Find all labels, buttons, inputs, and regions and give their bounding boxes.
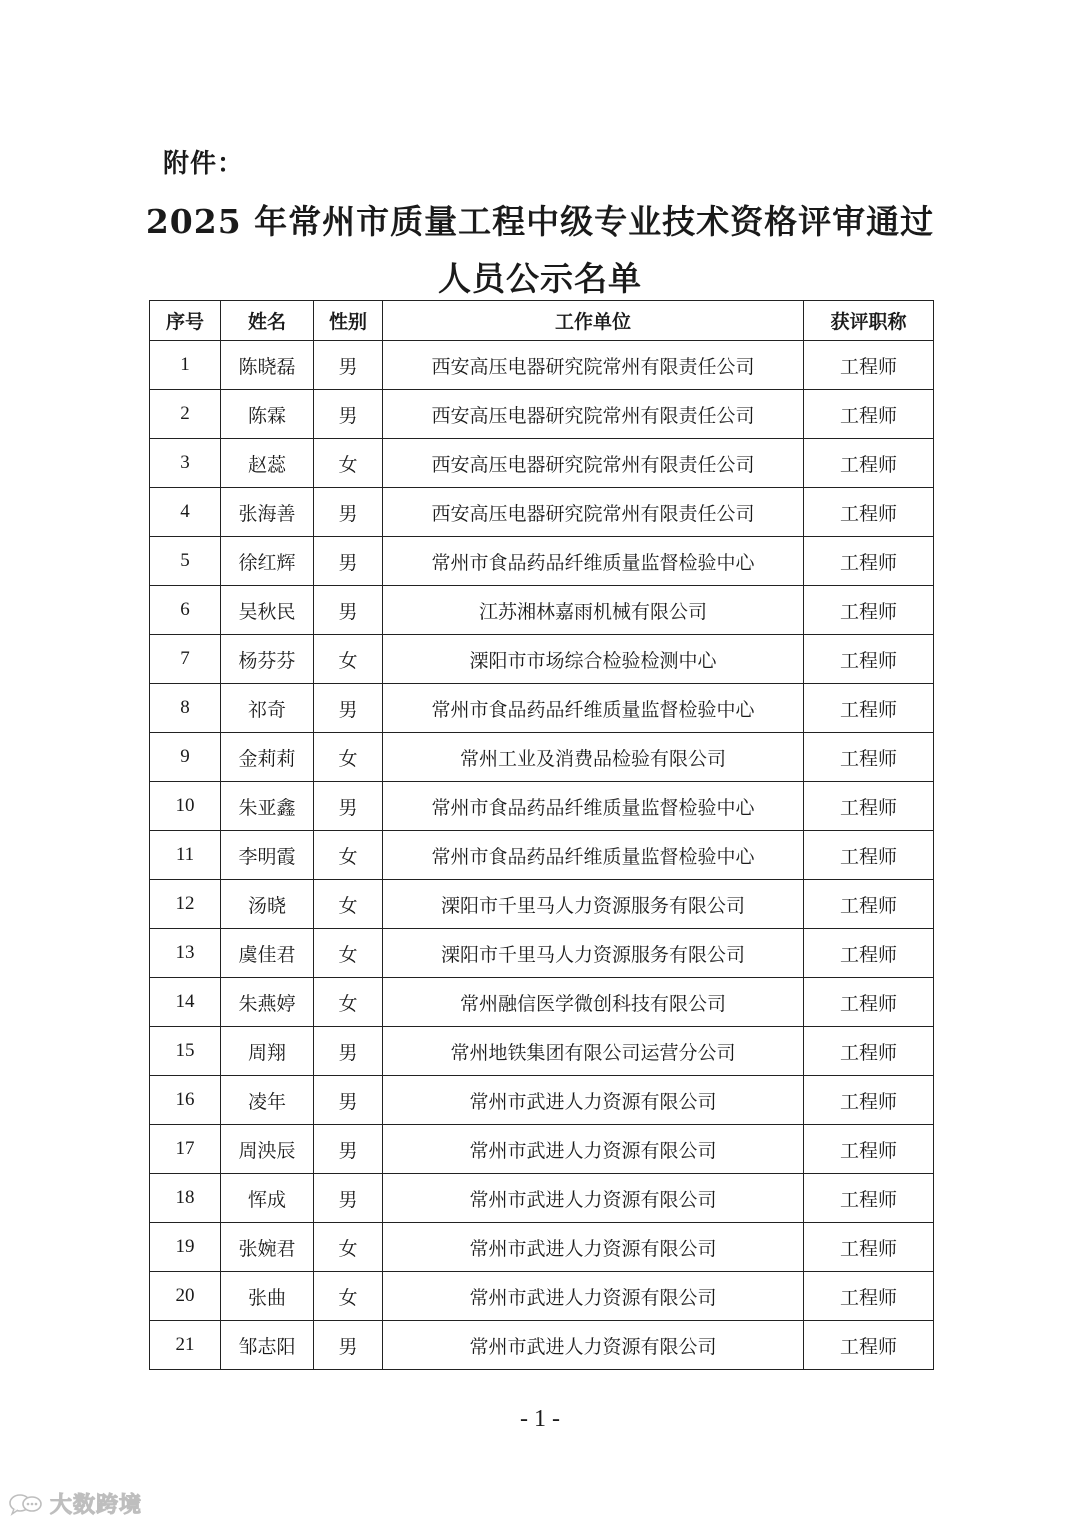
cell-work-unit: 溧阳市千里马人力资源服务有限公司 [383, 880, 804, 929]
cell-awarded-title: 工程师 [804, 341, 934, 390]
cell-work-unit: 常州市武进人力资源有限公司 [383, 1125, 804, 1174]
cell-work-unit: 西安高压电器研究院常州有限责任公司 [383, 488, 804, 537]
cell-awarded-title: 工程师 [804, 1125, 934, 1174]
cell-serial-number: 9 [150, 733, 221, 782]
page-number: - 1 - [520, 1406, 560, 1432]
cell-work-unit: 常州市食品药品纤维质量监督检验中心 [383, 831, 804, 880]
table-row [150, 1321, 934, 1370]
cell-awarded-title: 工程师 [804, 733, 934, 782]
cell-gender: 女 [314, 929, 383, 978]
cell-work-unit: 常州市武进人力资源有限公司 [383, 1321, 804, 1370]
cell-serial-number: 3 [150, 439, 221, 488]
cell-work-unit: 溧阳市市场综合检验检测中心 [383, 635, 804, 684]
table-body [150, 341, 934, 1370]
cell-awarded-title: 工程师 [804, 635, 934, 684]
cell-gender: 男 [314, 1125, 383, 1174]
cell-gender: 男 [314, 1076, 383, 1125]
cell-awarded-title: 工程师 [804, 1174, 934, 1223]
cell-work-unit: 常州市食品药品纤维质量监督检验中心 [383, 782, 804, 831]
cell-work-unit: 常州市食品药品纤维质量监督检验中心 [383, 537, 804, 586]
cell-name: 周翔 [221, 1027, 314, 1076]
cell-awarded-title: 工程师 [804, 831, 934, 880]
cell-awarded-title: 工程师 [804, 1076, 934, 1125]
cell-gender: 男 [314, 341, 383, 390]
table-row [150, 390, 934, 439]
table-row [150, 733, 934, 782]
cell-awarded-title: 工程师 [804, 684, 934, 733]
table-row [150, 929, 934, 978]
cell-serial-number: 1 [150, 341, 221, 390]
table-row [150, 684, 934, 733]
cell-gender: 女 [314, 831, 383, 880]
cell-serial-number: 20 [150, 1272, 221, 1321]
cell-name: 金莉莉 [221, 733, 314, 782]
table-row [150, 635, 934, 684]
cell-awarded-title: 工程师 [804, 488, 934, 537]
cell-gender: 男 [314, 1027, 383, 1076]
table-header-row [150, 301, 934, 341]
table-row [150, 1223, 934, 1272]
table-row [150, 586, 934, 635]
cell-name: 邹志阳 [221, 1321, 314, 1370]
table-row [150, 978, 934, 1027]
cell-gender: 男 [314, 1321, 383, 1370]
cell-name: 陈霖 [221, 390, 314, 439]
cell-work-unit: 常州市武进人力资源有限公司 [383, 1272, 804, 1321]
cell-name: 恽成 [221, 1174, 314, 1223]
cell-name: 张曲 [221, 1272, 314, 1321]
cell-name: 陈晓磊 [221, 341, 314, 390]
cell-serial-number: 14 [150, 978, 221, 1027]
cell-name: 吴秋民 [221, 586, 314, 635]
cell-gender: 男 [314, 684, 383, 733]
cell-gender: 女 [314, 1272, 383, 1321]
cell-work-unit: 常州融信医学微创科技有限公司 [383, 978, 804, 1027]
cell-gender: 男 [314, 488, 383, 537]
cell-name: 张婉君 [221, 1223, 314, 1272]
cell-gender: 男 [314, 782, 383, 831]
table-row [150, 341, 934, 390]
header-gender: 性别 [314, 301, 383, 341]
cell-gender: 女 [314, 733, 383, 782]
cell-name: 凌年 [221, 1076, 314, 1125]
cell-gender: 女 [314, 635, 383, 684]
cell-serial-number: 4 [150, 488, 221, 537]
cell-gender: 女 [314, 1223, 383, 1272]
cell-gender: 男 [314, 537, 383, 586]
cell-awarded-title: 工程师 [804, 390, 934, 439]
table-row [150, 1272, 934, 1321]
cell-awarded-title: 工程师 [804, 537, 934, 586]
cell-awarded-title: 工程师 [804, 1272, 934, 1321]
cell-serial-number: 17 [150, 1125, 221, 1174]
cell-work-unit: 溧阳市千里马人力资源服务有限公司 [383, 929, 804, 978]
cell-gender: 男 [314, 1174, 383, 1223]
cell-name: 朱燕婷 [221, 978, 314, 1027]
cell-serial-number: 12 [150, 880, 221, 929]
cell-awarded-title: 工程师 [804, 1027, 934, 1076]
header-awarded-title: 获评职称 [804, 301, 934, 341]
cell-work-unit: 常州工业及消费品检验有限公司 [383, 733, 804, 782]
cell-awarded-title: 工程师 [804, 586, 934, 635]
cell-work-unit: 常州市武进人力资源有限公司 [383, 1223, 804, 1272]
cell-work-unit: 西安高压电器研究院常州有限责任公司 [383, 341, 804, 390]
speech-bubbles-logo-icon [8, 1492, 44, 1516]
table-row [150, 488, 934, 537]
table-row [150, 1174, 934, 1223]
cell-serial-number: 16 [150, 1076, 221, 1125]
cell-name: 赵蕊 [221, 439, 314, 488]
watermark [8, 1488, 142, 1519]
header-serial-number: 序号 [150, 301, 221, 341]
cell-gender: 男 [314, 586, 383, 635]
document-title-line1: 2025 年常州市质量工程中级专业技术资格评审通过 [145, 202, 935, 241]
cell-awarded-title: 工程师 [804, 978, 934, 1027]
cell-serial-number: 2 [150, 390, 221, 439]
table-row [150, 880, 934, 929]
cell-name: 徐红辉 [221, 537, 314, 586]
cell-work-unit: 常州市武进人力资源有限公司 [383, 1174, 804, 1223]
cell-serial-number: 8 [150, 684, 221, 733]
table-row [150, 831, 934, 880]
cell-work-unit: 西安高压电器研究院常州有限责任公司 [383, 390, 804, 439]
cell-awarded-title: 工程师 [804, 880, 934, 929]
cell-serial-number: 7 [150, 635, 221, 684]
cell-work-unit: 常州地铁集团有限公司运营分公司 [383, 1027, 804, 1076]
cell-awarded-title: 工程师 [804, 782, 934, 831]
cell-serial-number: 19 [150, 1223, 221, 1272]
cell-awarded-title: 工程师 [804, 1223, 934, 1272]
table-row [150, 1076, 934, 1125]
cell-gender: 男 [314, 390, 383, 439]
cell-name: 汤晓 [221, 880, 314, 929]
cell-serial-number: 21 [150, 1321, 221, 1370]
cell-gender: 女 [314, 978, 383, 1027]
cell-name: 李明霞 [221, 831, 314, 880]
attachment-label: 附件： [163, 149, 245, 179]
header-work-unit: 工作单位 [383, 301, 804, 341]
cell-work-unit: 西安高压电器研究院常州有限责任公司 [383, 439, 804, 488]
cell-name: 祁奇 [221, 684, 314, 733]
table-row [150, 1027, 934, 1076]
table-row [150, 439, 934, 488]
cell-awarded-title: 工程师 [804, 929, 934, 978]
watermark-text: 大数跨境 [50, 1493, 143, 1518]
cell-serial-number: 11 [150, 831, 221, 880]
cell-serial-number: 18 [150, 1174, 221, 1223]
cell-gender: 女 [314, 439, 383, 488]
table-row [150, 782, 934, 831]
cell-work-unit: 江苏湘林嘉雨机械有限公司 [383, 586, 804, 635]
header-name: 姓名 [221, 301, 314, 341]
cell-name: 虞佳君 [221, 929, 314, 978]
cell-serial-number: 15 [150, 1027, 221, 1076]
cell-serial-number: 6 [150, 586, 221, 635]
cell-gender: 女 [314, 880, 383, 929]
cell-work-unit: 常州市武进人力资源有限公司 [383, 1076, 804, 1125]
cell-awarded-title: 工程师 [804, 439, 934, 488]
cell-name: 张海善 [221, 488, 314, 537]
personnel-table [149, 300, 934, 1370]
cell-serial-number: 10 [150, 782, 221, 831]
cell-work-unit: 常州市食品药品纤维质量监督检验中心 [383, 684, 804, 733]
table-row [150, 537, 934, 586]
cell-serial-number: 5 [150, 537, 221, 586]
table-row [150, 1125, 934, 1174]
document-title-line2: 人员公示名单 [438, 259, 642, 298]
cell-name: 周泱辰 [221, 1125, 314, 1174]
cell-name: 杨芬芬 [221, 635, 314, 684]
cell-name: 朱亚鑫 [221, 782, 314, 831]
cell-serial-number: 13 [150, 929, 221, 978]
cell-awarded-title: 工程师 [804, 1321, 934, 1370]
